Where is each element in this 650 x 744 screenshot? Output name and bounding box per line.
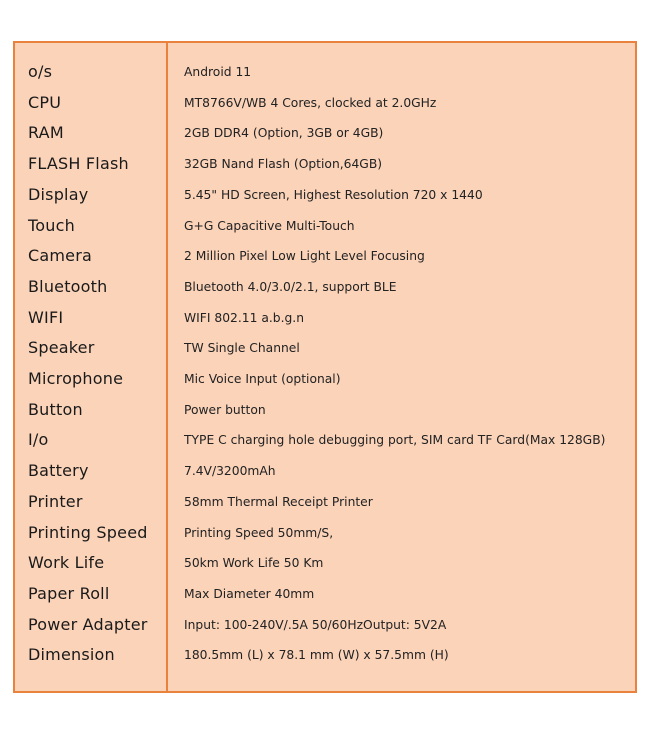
- spec-value: 58mm Thermal Receipt Printer: [184, 494, 373, 509]
- spec-value: 7.4V/3200mAh: [184, 464, 276, 479]
- spec-row-battery: [15, 456, 635, 486]
- spec-label: Bluetooth: [28, 276, 108, 296]
- spec-value: Bluetooth 4.0/3.0/2.1, support BLE: [184, 279, 397, 294]
- spec-value: Input: 100-240V/.5A 50/60HzOutput: 5V2A: [184, 617, 447, 632]
- spec-label: Display: [28, 184, 89, 204]
- spec-value: WIFI 802.11 a.b.g.n: [184, 310, 304, 325]
- spec-label: WIFI: [28, 307, 64, 327]
- spec-label: o/s: [28, 62, 53, 81]
- spec-row-display: [15, 180, 635, 210]
- spec-value: Max Diameter 40mm: [184, 586, 315, 601]
- spec-row-microphone: [15, 364, 635, 394]
- spec-row-os: [15, 57, 635, 87]
- spec-label: I/o: [28, 430, 49, 450]
- spec-value: 32GB Nand Flash (Option,64GB): [184, 157, 383, 172]
- spec-table: [13, 41, 637, 693]
- spec-row-bluetooth: [15, 272, 635, 302]
- spec-label: Paper Roll: [28, 583, 110, 603]
- spec-row-flash: [15, 149, 635, 179]
- spec-value: Mic Voice Input (optional): [184, 372, 341, 386]
- spec-label: CPU: [28, 92, 62, 112]
- spec-value: Printing Speed 50mm/S,: [184, 525, 334, 540]
- spec-value: MT8766V/WB 4 Cores, clocked at 2.0GHz: [184, 95, 437, 110]
- spec-row-touch: [15, 211, 635, 241]
- spec-label: Power Adapter: [28, 614, 148, 634]
- spec-label: Dimension: [28, 645, 115, 665]
- spec-value: 180.5mm (L) x 78.1 mm (W) x 57.5mm (H): [184, 648, 449, 663]
- spec-label: RAM: [28, 123, 64, 143]
- spec-row-speaker: [15, 333, 635, 363]
- spec-label: Printer: [28, 491, 83, 511]
- spec-value: 2 Million Pixel Low Light Level Focusing: [184, 249, 425, 264]
- spec-label: Battery: [28, 461, 89, 481]
- spec-label: Printing Speed: [28, 522, 148, 542]
- spec-label: FLASH Flash: [28, 154, 129, 174]
- spec-row-camera: [15, 241, 635, 271]
- spec-value: TW Single Channel: [184, 341, 300, 356]
- spec-row-printing-speed: [15, 518, 635, 548]
- spec-label: Microphone: [28, 369, 124, 388]
- spec-label: Speaker: [28, 338, 95, 358]
- spec-row-printer: [15, 487, 635, 517]
- spec-row-cpu: [15, 88, 635, 118]
- spec-row-button: [15, 395, 635, 425]
- spec-label: Button: [28, 399, 83, 419]
- spec-label: Touch: [28, 215, 75, 235]
- spec-row-wifi: [15, 303, 635, 333]
- spec-value: Power button: [184, 402, 266, 417]
- spec-label: Work Life: [28, 553, 105, 573]
- spec-value: TYPE C charging hole debugging port, SIM card TF Card(Max 128GB): [184, 433, 606, 448]
- spec-value: 5.45" HD Screen, Highest Resolution 720 x 1440: [184, 187, 483, 202]
- spec-row-io: [15, 425, 635, 455]
- spec-row-dimension: [15, 640, 635, 670]
- spec-label: Camera: [28, 246, 92, 266]
- spec-row-power-adapter: [15, 610, 635, 640]
- spec-value: 2GB DDR4 (Option, 3GB or 4GB): [184, 126, 384, 141]
- spec-value: G+G Capacitive Multi-Touch: [184, 218, 355, 233]
- spec-row-ram: [15, 118, 635, 148]
- spec-value: Android 11: [184, 65, 252, 79]
- spec-row-paper-roll: [15, 579, 635, 609]
- spec-value: 50km Work Life 50 Km: [184, 556, 324, 571]
- spec-row-work-life: [15, 548, 635, 578]
